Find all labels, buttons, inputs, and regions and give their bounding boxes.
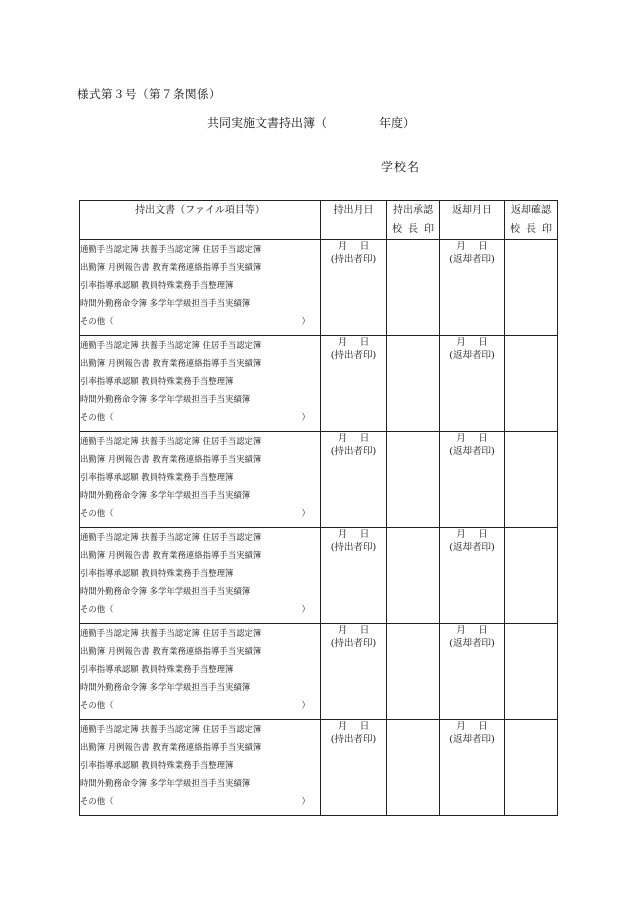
checkout-seal-label: (持出者印) bbox=[330, 638, 377, 649]
other-close: ） bbox=[301, 412, 310, 422]
return-seal-label: (返却者印) bbox=[449, 638, 495, 649]
return-date-cell[interactable] bbox=[440, 528, 505, 624]
other-documents-line bbox=[80, 408, 320, 426]
document-list-line: 出勤簿 月例報告書 教育業務連絡指導手当実績簿 bbox=[80, 358, 262, 368]
document-list-line: 時間外勤務命令簿 多学年学級担当手当実績簿 bbox=[80, 490, 251, 500]
other-documents-line bbox=[80, 312, 320, 330]
return-date-cell[interactable] bbox=[440, 432, 505, 528]
documents-cell[interactable] bbox=[80, 336, 321, 432]
checkout-month-day: 月 日 bbox=[337, 241, 370, 252]
checkout-date-cell[interactable] bbox=[321, 528, 387, 624]
checkout-month-day: 月 日 bbox=[337, 337, 370, 348]
other-close: ） bbox=[301, 316, 310, 326]
title-suffix: 年度） bbox=[379, 116, 416, 130]
documents-cell[interactable] bbox=[80, 528, 321, 624]
checkout-approval-seal-cell[interactable] bbox=[387, 720, 440, 816]
checkout-seal-label: (持出者印) bbox=[330, 542, 377, 553]
header-return-confirm bbox=[505, 201, 558, 240]
checkout-month-day: 月 日 bbox=[337, 529, 370, 540]
document-list-line: 通勤手当認定簿 扶養手当認定簿 住居手当認定簿 bbox=[80, 340, 262, 350]
other-open: その他（ bbox=[80, 412, 114, 422]
checkout-approval-seal-cell[interactable] bbox=[387, 240, 440, 336]
header-return-confirm-line1: 返却確認 bbox=[511, 205, 551, 216]
header-checkout-date: 持出月日 bbox=[321, 201, 387, 240]
other-open: その他（ bbox=[80, 316, 114, 326]
checkout-approval-seal-cell[interactable] bbox=[387, 624, 440, 720]
document-list-line: 引率指導承認願 教員特殊業務手当整理簿 bbox=[80, 664, 234, 674]
other-open: その他（ bbox=[80, 700, 114, 710]
other-open: その他（ bbox=[80, 796, 114, 806]
document-list-line: 通勤手当認定簿 扶養手当認定簿 住居手当認定簿 bbox=[80, 532, 262, 542]
other-close: ） bbox=[301, 700, 310, 710]
checkout-date-cell[interactable] bbox=[321, 240, 387, 336]
return-seal-label: (返却者印) bbox=[449, 350, 495, 361]
document-list-line: 時間外勤務命令簿 多学年学級担当手当実績簿 bbox=[80, 778, 251, 788]
document-list-line: 通勤手当認定簿 扶養手当認定簿 住居手当認定簿 bbox=[80, 436, 262, 446]
document-list-line: 通勤手当認定簿 扶養手当認定簿 住居手当認定簿 bbox=[80, 244, 262, 254]
documents-cell[interactable] bbox=[80, 240, 321, 336]
return-month-day: 月 日 bbox=[456, 241, 488, 252]
table-row bbox=[80, 336, 558, 432]
return-date-cell[interactable] bbox=[440, 624, 505, 720]
return-seal-label: (返却者印) bbox=[449, 446, 495, 457]
school-name-label: 学校名 bbox=[381, 160, 421, 174]
other-open: その他（ bbox=[80, 604, 114, 614]
return-confirm-seal-cell[interactable] bbox=[505, 336, 558, 432]
table-row bbox=[80, 720, 558, 816]
return-seal-label: (返却者印) bbox=[449, 734, 495, 745]
return-date-cell[interactable] bbox=[440, 336, 505, 432]
checkout-date-cell[interactable] bbox=[321, 624, 387, 720]
return-confirm-seal-cell[interactable] bbox=[505, 432, 558, 528]
checkout-date-cell[interactable] bbox=[321, 720, 387, 816]
documents-cell[interactable] bbox=[80, 624, 321, 720]
return-seal-label: (返却者印) bbox=[449, 542, 495, 553]
document-list-line: 引率指導承認願 教員特殊業務手当整理簿 bbox=[80, 760, 234, 770]
document-list-line: 引率指導承認願 教員特殊業務手当整理簿 bbox=[80, 472, 234, 482]
form-number: 様式第３号（第７条関係） bbox=[77, 87, 221, 101]
other-documents-line bbox=[80, 600, 320, 618]
return-confirm-seal-cell[interactable] bbox=[505, 528, 558, 624]
return-confirm-seal-cell[interactable] bbox=[505, 624, 558, 720]
checkout-ledger-table bbox=[79, 200, 558, 816]
checkout-seal-label: (持出者印) bbox=[330, 350, 377, 361]
other-documents-line bbox=[80, 504, 320, 522]
checkout-date-cell[interactable] bbox=[321, 336, 387, 432]
document-list-line: 時間外勤務命令簿 多学年学級担当手当実績簿 bbox=[80, 682, 251, 692]
header-documents: 持出文書（ファイル項目等） bbox=[80, 201, 321, 240]
checkout-month-day: 月 日 bbox=[337, 721, 370, 732]
document-list-line: 出勤簿 月例報告書 教育業務連絡指導手当実績簿 bbox=[80, 742, 262, 752]
documents-cell[interactable] bbox=[80, 432, 321, 528]
return-date-cell[interactable] bbox=[440, 240, 505, 336]
document-list-line: 引率指導承認願 教員特殊業務手当整理簿 bbox=[80, 280, 234, 290]
document-list-line: 時間外勤務命令簿 多学年学級担当手当実績簿 bbox=[80, 394, 251, 404]
checkout-seal-label: (持出者印) bbox=[330, 446, 377, 457]
documents-cell[interactable] bbox=[80, 720, 321, 816]
return-confirm-seal-cell[interactable] bbox=[505, 720, 558, 816]
header-return-confirm-line2: 校長印 bbox=[510, 224, 558, 235]
return-month-day: 月 日 bbox=[456, 337, 488, 348]
return-month-day: 月 日 bbox=[456, 433, 488, 444]
checkout-seal-label: (持出者印) bbox=[330, 254, 377, 265]
header-return-date: 返却月日 bbox=[440, 201, 505, 240]
document-list-line: 出勤簿 月例報告書 教育業務連絡指導手当実績簿 bbox=[80, 262, 262, 272]
header-checkout-approval bbox=[387, 201, 440, 240]
checkout-month-day: 月 日 bbox=[337, 625, 370, 636]
page-title bbox=[207, 114, 415, 131]
document-list-line: 出勤簿 月例報告書 教育業務連絡指導手当実績簿 bbox=[80, 646, 262, 656]
return-month-day: 月 日 bbox=[456, 529, 488, 540]
table-row bbox=[80, 528, 558, 624]
checkout-approval-seal-cell[interactable] bbox=[387, 336, 440, 432]
other-close: ） bbox=[301, 796, 310, 806]
document-list-line: 通勤手当認定簿 扶養手当認定簿 住居手当認定簿 bbox=[80, 628, 262, 638]
checkout-seal-label: (持出者印) bbox=[330, 734, 377, 745]
table-row bbox=[80, 240, 558, 336]
checkout-approval-seal-cell[interactable] bbox=[387, 528, 440, 624]
document-list-line: 引率指導承認願 教員特殊業務手当整理簿 bbox=[80, 568, 234, 578]
document-list-line: 出勤簿 月例報告書 教育業務連絡指導手当実績簿 bbox=[80, 550, 262, 560]
header-checkout-approval-line2: 校長印 bbox=[392, 224, 440, 235]
checkout-date-cell[interactable] bbox=[321, 432, 387, 528]
other-close: ） bbox=[301, 508, 310, 518]
title-prefix: 共同実施文書持出簿（ bbox=[207, 116, 328, 130]
table-header-row bbox=[80, 201, 558, 240]
document-list-line: 通勤手当認定簿 扶養手当認定簿 住居手当認定簿 bbox=[80, 724, 262, 734]
return-date-cell[interactable] bbox=[440, 720, 505, 816]
checkout-month-day: 月 日 bbox=[337, 433, 370, 444]
document-list-line: 引率指導承認願 教員特殊業務手当整理簿 bbox=[80, 376, 234, 386]
return-month-day: 月 日 bbox=[456, 625, 488, 636]
other-close: ） bbox=[301, 604, 310, 614]
return-confirm-seal-cell[interactable] bbox=[505, 240, 558, 336]
document-list-line: 時間外勤務命令簿 多学年学級担当手当実績簿 bbox=[80, 298, 251, 308]
other-documents-line bbox=[80, 696, 320, 714]
other-documents-line bbox=[80, 792, 320, 810]
other-open: その他（ bbox=[80, 508, 114, 518]
document-list-line: 時間外勤務命令簿 多学年学級担当手当実績簿 bbox=[80, 586, 251, 596]
table-row bbox=[80, 624, 558, 720]
checkout-approval-seal-cell[interactable] bbox=[387, 432, 440, 528]
header-checkout-approval-line1: 持出承認 bbox=[393, 205, 433, 216]
ledger-body bbox=[80, 240, 558, 816]
table-row bbox=[80, 432, 558, 528]
return-seal-label: (返却者印) bbox=[449, 254, 495, 265]
document-list-line: 出勤簿 月例報告書 教育業務連絡指導手当実績簿 bbox=[80, 454, 262, 464]
return-month-day: 月 日 bbox=[456, 721, 488, 732]
